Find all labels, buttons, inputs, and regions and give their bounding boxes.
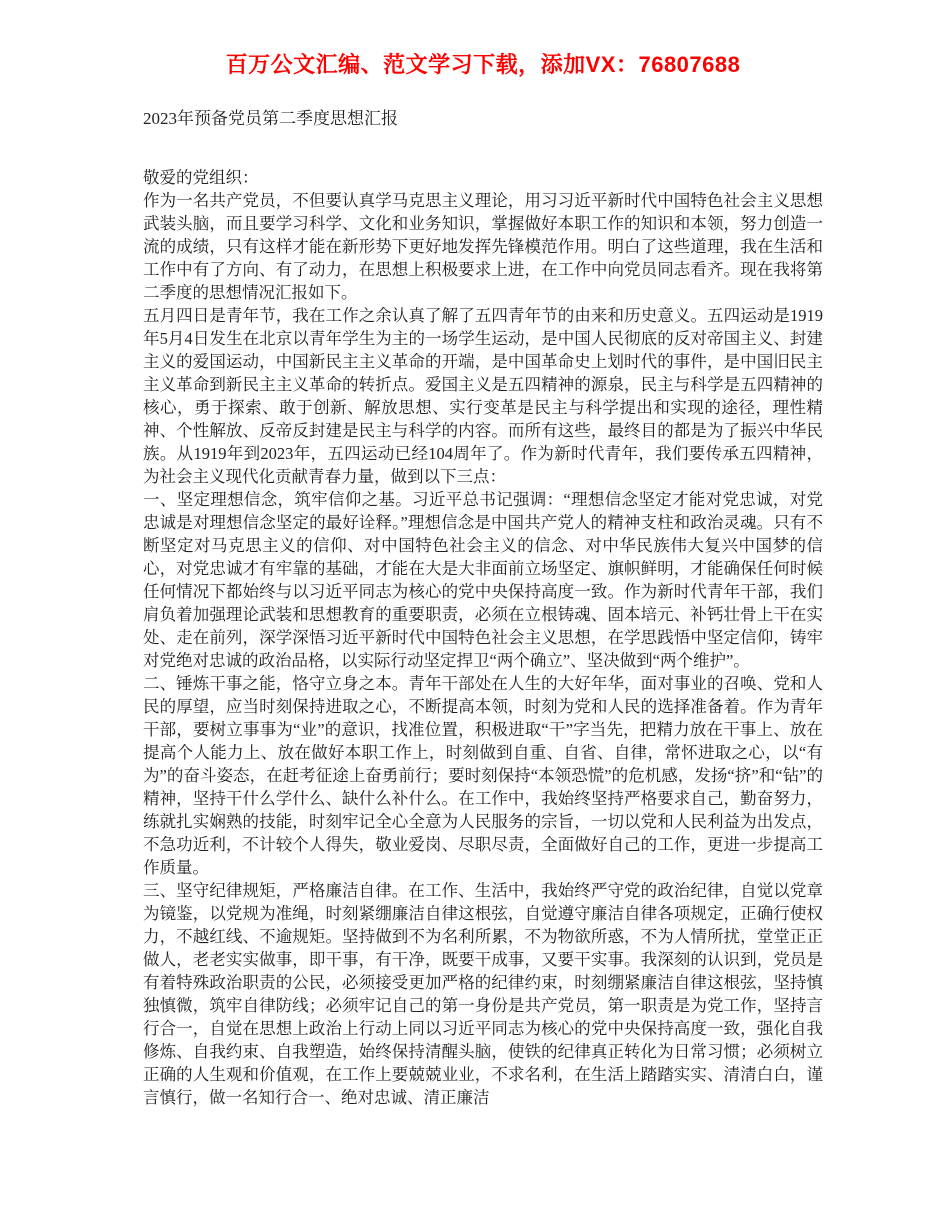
salutation: 敬爱的党组织： [143,168,259,187]
paragraph-point-three: 三、坚守纪律规矩，严格廉洁自律。在工作、生活中，我始终严守党的政治纪律，自觉以党章为镜鉴，以党规为准绳，时刻紧绷廉洁自律这根弦，自觉遵守廉洁自律各项规定，正确行使权力，不越红线、不逾规矩。坚持做到不为名利所累，不为物欲所惑，不为人情所扰，堂堂正正做人，老老实实做事，即干事，有干净，既要干成事，又要干实事。我深刻的认识到，党员是有着特殊政治职责的公民，必须接受更加严格的纪律约束，时刻绷紧廉洁自律这根弦，坚持慎独慎微，筑牢自律防线；必须牢记自己的第一身份是共产党员，第一职责是为党工作，坚持言行合一，自觉在思想上政治上行动上同以习近平同志为核心的党中央保持高度一致，强化自我修炼、自我约束、自我塑造，始终保持清醒头脑，使铁的纪律真正转化为日常习惯；必须树立正确的人生观和价值观，在工作上要兢兢业业，不求名利，在生活上踏踏实实、清清白白，谨言慎行，做一名知行合一、绝对忠诚、清正廉洁 [143,881,823,1107]
paragraph-intro: 作为一名共产党员，不但要认真学马克思主义理论，用习习近平新时代中国特色社会主义思想武装头脑，而且要学习科学、文化和业务知识，掌握做好本职工作的知识和本领，努力创造一流的成绩，只有这样才能在新形势下更好地发挥先锋模范作用。明白了这些道理，我在生活和工作中有了方向、有了动力，在思想上积极要求上进，在工作中向党员同志看齐。现在我将第二季度的思想情况汇报如下。 [143,191,823,302]
paragraph-point-two: 二、锤炼干事之能，恪守立身之本。青年干部处在人生的大好年华，面对事业的召唤、党和人民的厚望，应当时刻保持进取之心，不断提高本领，时刻为党和人民的选择准备着。作为青年干部，要树立事事为“业”的意识，找准位置，积极进取“干”字当先，把精力放在干事上、放在提高个人能力上、放在做好本职工作上，时刻做到自重、自省、自律，常怀进取之心，以“有为”的奋斗姿态，在赶考征途上奋勇前行；要时刻保持“本领恐慌”的危机感，发扬“挤”和“钻”的精神，坚持干什么学什么、缺什么补什么。在工作中，我始终坚持严格要求自己，勤奋努力，练就扎实娴熟的技能，时刻牢记全心全意为人民服务的宗旨，一切以党和人民利益为出发点，不急功近利，不计较个人得失，敬业爱岗、尽职尽责，全面做好自己的工作，更进一步提高工作质量。 [143,674,823,877]
paragraph-point-one: 一、坚定理想信念，筑牢信仰之基。习近平总书记强调：“理想信念坚定才能对党忠诚，对党忠诚是对理想信念坚定的最好诠释。”理想信念是中国共产党人的精神支柱和政治灵魂。只有不断坚定对马克思主义的信仰、对中国特色社会主义的信念、对中华民族伟大复兴中国梦的信心，对党忠诚才有牢靠的基础，才能在大是大非面前立场坚定、旗帜鲜明，才能确保任何时候任何情况下都始终与以习近平同志为核心的党中央保持高度一致。作为新时代青年干部，我们肩负着加强理论武装和思想教育的重要职责，必须在立根铸魂、固本培元、补钙壮骨上干在实处、走在前列，深学深悟习近平新时代中国特色社会主义思想，在学思践悟中坚定信仰，铸牢对党绝对忠诚的政治品格，以实际行动坚定捍卫“两个确立”、坚决做到“两个维护”。 [143,490,823,670]
document-title: 2023年预备党员第二季度思想汇报 [143,109,398,128]
promo-header: 百万公文汇编、范文学习下载，添加VX：76807688 [225,52,741,77]
paragraph-may-fourth: 五月四日是青年节，我在工作之余认真了解了五四青年节的由来和历史意义。五四运动是1919年5月4日发生在北京以青年学生为主的一场学生运动，是中国人民彻底的反对帝国主义、封建主义的爱国运动，中国新民主主义革命的开端，是中国革命史上划时代的事件，是中国旧民主主义革命到新民主主义革命的转折点。爱国主义是五四精神的源泉，民主与科学是五四精神的核心，勇于探索、敢于创新、解放思想、实行变革是民主与科学提出和实现的途径，理性精神、个性解放、反帝反封建是民主与科学的内容。而所有这些，最终目的都是为了振兴中华民族。从1919年到2023年，五四运动已经104周年了。作为新时代青年，我们要传承五四精神，为社会主义现代化贡献青春力量，做到以下三点： [143,306,823,486]
